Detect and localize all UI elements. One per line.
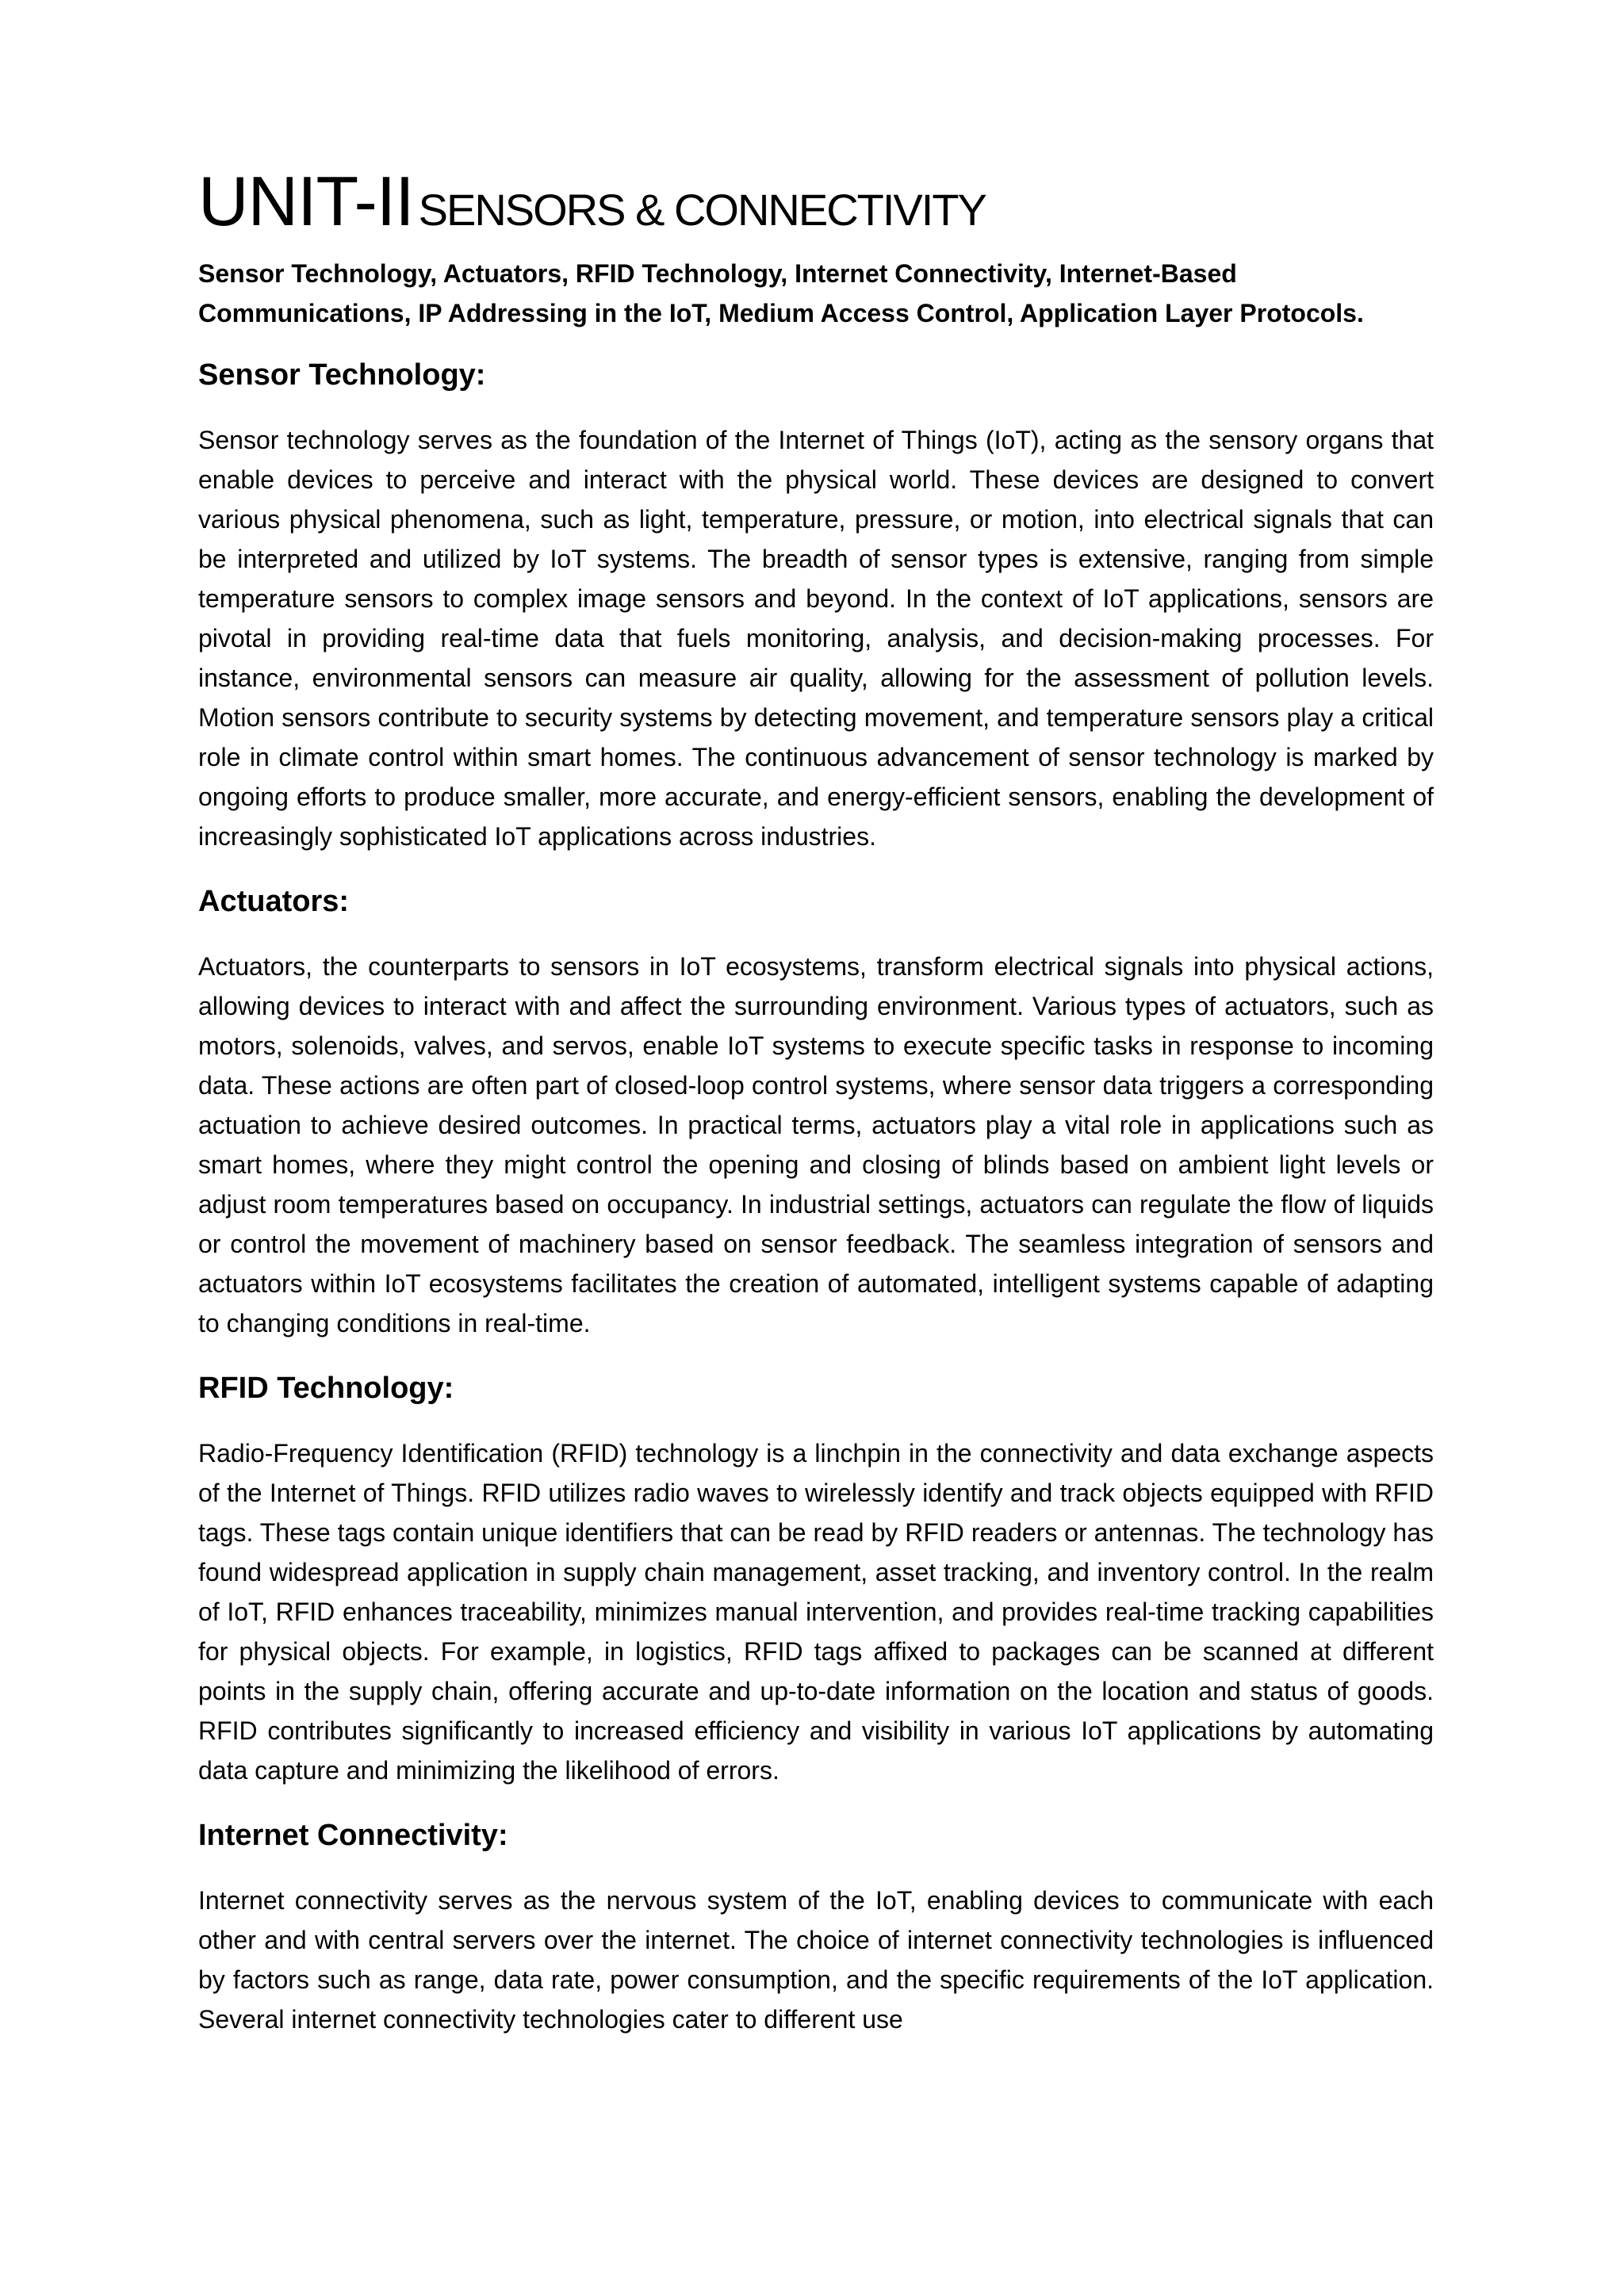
paragraph-actuators: Actuators, the counterparts to sensors in IoT ecosystems, transform electrical signals into physical actions, allowing devices to interact with and affect the surrounding environment. Various types of actuators, such as motors, solenoids, valves, and servos, enable IoT systems to execute specific tasks in response to incoming data. These actions are often part of closed-loop control systems, where sensor data triggers a corresponding actuation to achieve desired outcomes. In practical terms, actuators play a vital role in applications such as smart homes, where they might control the opening and closing of blinds based on ambient light levels or adjust room temperatures based on occupancy. In industrial settings, actuators can regulate the flow of liquids or control the movement of machinery based on sensor feedback. The seamless integration of sensors and actuators within IoT ecosystems facilitates the creation of automated, intelligent systems capable of adapting to changing conditions in real-time. [198, 952, 1434, 1337]
heading-internet-connectivity: Internet Connectivity: [198, 1819, 508, 1852]
unit-topics-list: Sensor Technology, Actuators, RFID Technology, Internet Connectivity, Internet-Based Communications, IP Addressing in the IoT, Medium Access Control, Application Layer Protocols. [198, 259, 1364, 327]
title-topic: SENSORS & CONNECTIVITY [418, 185, 986, 235]
heading-sensor-technology: Sensor Technology: [198, 358, 486, 392]
heading-actuators: Actuators: [198, 885, 350, 918]
document-title [198, 162, 1434, 240]
heading-rfid-technology: RFID Technology: [198, 1372, 454, 1405]
title-unit: UNIT-II [198, 162, 414, 240]
document-page [198, 162, 1434, 2039]
paragraph-rfid-technology: Radio-Frequency Identification (RFID) technology is a linchpin in the connectivity and data exchange aspects of the Internet of Things. RFID utilizes radio waves to wirelessly identify and track objects equipped with RFID tags. These tags contain unique identifiers that can be read by RFID readers or antennas. The technology has found widespread application in supply chain management, asset tracking, and inventory control. In the realm of IoT, RFID enhances traceability, minimizes manual intervention, and provides real-time tracking capabilities for physical objects. For example, in logistics, RFID tags affixed to packages can be scanned at different points in the supply chain, offering accurate and up-to-date information on the location and status of goods. RFID contributes significantly to increased efficiency and visibility in various IoT applications by automating data capture and minimizing the likelihood of errors. [198, 1439, 1434, 1785]
paragraph-internet-connectivity: Internet connectivity serves as the nervous system of the IoT, enabling devices to communicate with each other and with central servers over the internet. The choice of internet connectivity technologies is influenced by factors such as range, data rate, power consumption, and the specific requirements of the IoT application. Several internet connectivity technologies cater to different use [198, 1886, 1434, 2034]
paragraph-sensor-technology: Sensor technology serves as the foundation of the Internet of Things (IoT), acting as the sensory organs that enable devices to perceive and interact with the physical world. These devices are designed to convert various physical phenomena, such as light, temperature, pressure, or motion, into electrical signals that can be interpreted and utilized by IoT systems. The breadth of sensor types is extensive, ranging from simple temperature sensors to complex image sensors and beyond. In the context of IoT applications, sensors are pivotal in providing real-time data that fuels monitoring, analysis, and decision-making processes. For instance, environmental sensors can measure air quality, allowing for the assessment of pollution levels. Motion sensors contribute to security systems by detecting movement, and temperature sensors play a critical role in climate control within smart homes. The continuous advancement of sensor technology is marked by ongoing efforts to produce smaller, more accurate, and energy-efficient sensors, enabling the development of increasingly sophisticated IoT applications across industries. [198, 426, 1434, 851]
